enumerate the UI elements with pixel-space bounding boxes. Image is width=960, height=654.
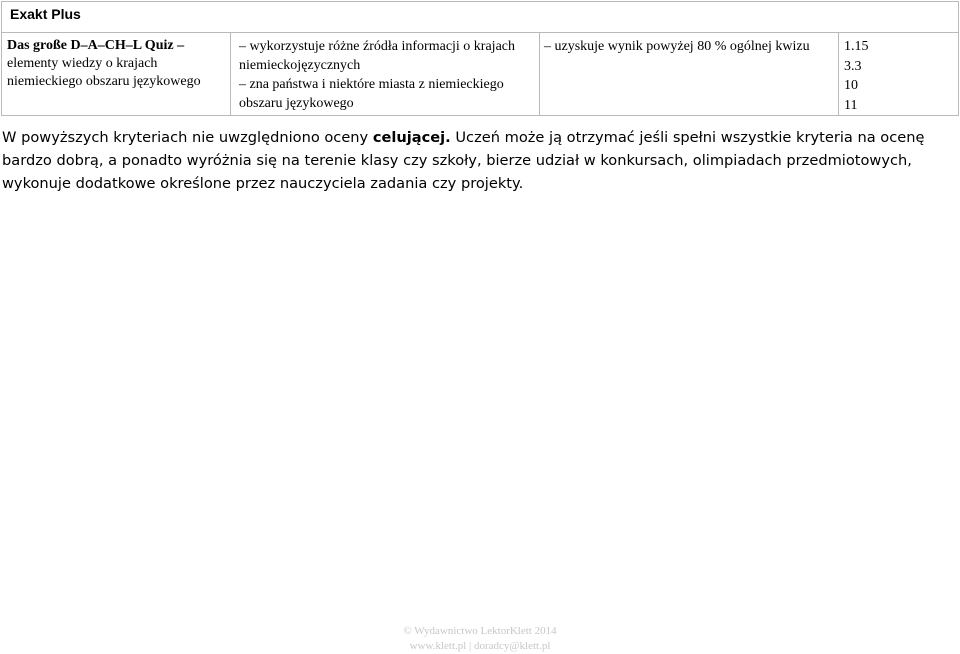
topic-description: elementy wiedzy o krajach niemieckiego obszaru językowego	[7, 56, 201, 89]
criterion-countries: – zna państwa i niektóre miasta z niemieckiego obszaru językowego	[239, 77, 504, 111]
references-cell	[839, 33, 959, 116]
grading-note-body: Uczeń może ją otrzymać jeśli spełni wszystkie kryteria na ocenę bardzo dobrą, a ponadto wyróżnia się na terenie klasy czy szkoły, bierze udział w konkursach, olimpiadach przedmiotowych, wykonuje dodatkowe określone przez nauczyciela zadania czy projekty.	[2, 129, 925, 192]
topic-cell	[2, 33, 231, 116]
grading-note-emphasis: celującej.	[372, 129, 451, 146]
footer-copyright: © Wydawnictwo LektorKlett 2014	[403, 625, 557, 637]
criteria-cell	[231, 33, 540, 116]
table-header-row	[2, 2, 959, 33]
requirement-text: – uzyskuje wynik powyżej 80 % ogólnej kwizu	[544, 39, 810, 54]
requirement-cell	[540, 33, 839, 116]
reference-number: 3.3	[844, 58, 862, 74]
textbook-title: Exakt Plus	[2, 2, 959, 33]
table-row	[2, 33, 959, 116]
grading-note-intro: W powyższych kryteriach nie uwzględniono oceny	[2, 129, 373, 146]
grading-note	[2, 126, 954, 195]
topic-title: Das große D–A–CH–L Quiz –	[7, 38, 185, 53]
footer-links: www.klett.pl | doradcy@klett.pl	[409, 640, 551, 652]
criterion-sources: – wykorzystuje różne źródła informacji o krajach niemieckojęzycznych	[239, 39, 516, 73]
criteria-table	[1, 1, 959, 116]
reference-number: 10	[844, 78, 858, 93]
reference-number: 11	[844, 97, 858, 113]
reference-number: 1.15	[844, 39, 869, 54]
